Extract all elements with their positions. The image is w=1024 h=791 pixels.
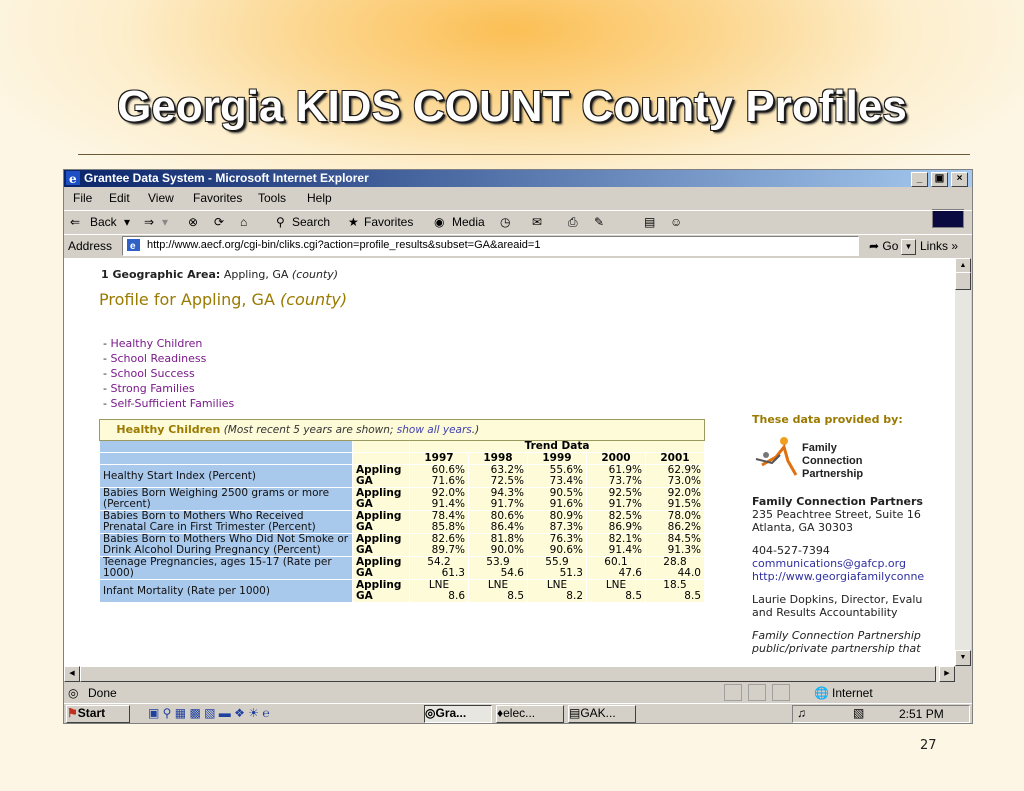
geo-county: Appling (356, 579, 402, 591)
toc-item: - Self-Sufficient Families (103, 397, 235, 410)
county-value: 92.0% (667, 487, 701, 499)
geography-cell (353, 511, 410, 534)
value-cell (587, 580, 646, 603)
slide-page-number: 27 (920, 738, 937, 753)
svg-text:e: e (130, 241, 136, 252)
stop-icon[interactable]: ⊗ (188, 215, 199, 229)
state-value: 90.6% (549, 544, 583, 556)
state-value: 86.9% (608, 521, 642, 533)
home-icon[interactable]: ⌂ (240, 215, 248, 229)
provider-contact-1: Laurie Dopkins, Director, Evalu (752, 593, 923, 606)
taskbar (64, 703, 972, 724)
county-value: 90.5% (549, 487, 583, 499)
geo-state: GA (356, 498, 373, 510)
geo-state: GA (356, 544, 373, 556)
state-value: 91.3% (667, 544, 701, 556)
state-value: 44.0 (677, 567, 701, 579)
geo-state: GA (356, 475, 373, 487)
status-panel (748, 684, 766, 701)
geo-county: Appling (356, 487, 402, 499)
county-value: 82.5% (608, 510, 642, 522)
horizontal-scrollbar[interactable] (64, 666, 955, 682)
geo-state: GA (356, 567, 373, 579)
system-tray (792, 705, 970, 723)
go-button[interactable] (869, 239, 898, 253)
county-value: 80.6% (490, 510, 524, 522)
county-value: 82.1% (608, 533, 642, 545)
year-header: 1999 (528, 453, 587, 465)
state-value: 73.0% (667, 475, 701, 487)
year-header: 2001 (646, 453, 705, 465)
value-cell (587, 511, 646, 534)
geo-label: 1 Geographic Area: (101, 268, 221, 281)
vertical-scrollbar[interactable] (955, 258, 971, 666)
restore-button[interactable]: ▣ (931, 172, 948, 187)
value-cell (646, 557, 705, 580)
task-label: elec... (503, 706, 536, 720)
county-value: 63.2% (490, 464, 524, 476)
geo-state: GA (356, 521, 373, 533)
task-label: GAK... (580, 706, 616, 720)
value-cell (410, 534, 469, 557)
value-cell (410, 580, 469, 603)
back-button[interactable]: Back (90, 215, 117, 229)
geo-county: Appling (356, 510, 402, 522)
value-cell (646, 534, 705, 557)
indicator-label: Teenage Pregnancies, ages 15-17 (Rate per 1000) (100, 557, 353, 580)
status-panel (772, 684, 790, 701)
go-label: Go (882, 239, 899, 253)
address-url: http://www.aecf.org/cgi-bin/cliks.cgi?action=profile_results&subset=GA&areaid=1 (147, 239, 541, 251)
state-value: 91.6% (549, 498, 583, 510)
state-value: 91.4% (608, 544, 642, 556)
data-provider-panel (752, 413, 955, 655)
link-healthy-children[interactable]: Healthy Children (110, 337, 203, 350)
address-bar (64, 234, 972, 257)
slide-title: Georgia KIDS COUNT County Profiles (117, 82, 907, 131)
scroll-up-button[interactable]: ▲ (955, 258, 971, 274)
state-value: 87.3% (549, 521, 583, 533)
discuss-icon[interactable]: ▤ (644, 215, 656, 229)
value-cell (410, 465, 469, 488)
value-cell (528, 534, 587, 557)
state-value: 86.2% (667, 521, 701, 533)
menu-help[interactable]: Help (307, 191, 332, 205)
refresh-icon[interactable]: ⟳ (214, 215, 225, 229)
year-header: 1998 (469, 453, 528, 465)
geo-county: Appling (356, 533, 402, 545)
county-value: 55.6% (549, 464, 583, 476)
back-arrow-icon: ⇐ (70, 215, 81, 229)
county-value: 94.3% (490, 487, 524, 499)
search-button[interactable]: Search (292, 215, 331, 229)
favorites-button[interactable]: Favorites (364, 215, 414, 229)
value-cell (587, 534, 646, 557)
forward-button[interactable]: ⇒ (144, 215, 155, 229)
messenger-icon[interactable]: ☺ (670, 215, 683, 229)
value-cell (646, 511, 705, 534)
county-value: 28.8 (663, 556, 687, 568)
address-label: Address (68, 239, 113, 253)
indicator-label: Infant Mortality (Rate per 1000) (100, 580, 353, 603)
toc-item: - Strong Families (103, 382, 195, 395)
county-value: 82.6% (431, 533, 465, 545)
window-title: Grantee Data System - Microsoft Internet Explorer (84, 171, 369, 185)
value-cell (469, 511, 528, 534)
status-text: Done (88, 686, 117, 700)
logo-text-connection: Connection (802, 455, 863, 467)
value-cell (469, 557, 528, 580)
geographic-area (101, 268, 338, 281)
county-value: LNE (546, 579, 568, 591)
value-cell (528, 488, 587, 511)
logo-text-partnership: Partnership (802, 468, 864, 480)
state-value: 8.6 (448, 590, 465, 602)
table-row (100, 557, 705, 580)
indicator-label: Babies Born Weighing 2500 grams or more (Percent) (100, 488, 353, 511)
link-self-sufficient-families[interactable]: Self-Sufficient Families (110, 397, 235, 410)
value-cell (646, 465, 705, 488)
state-value: 85.8% (431, 521, 465, 533)
state-value: 91.7% (608, 498, 642, 510)
year-header: 2000 (587, 453, 646, 465)
state-value: 54.6 (500, 567, 524, 579)
geography-cell (353, 557, 410, 580)
county-value: 84.5% (667, 533, 701, 545)
table-row (100, 534, 705, 557)
links-label: Links (920, 239, 949, 253)
provider-phone: 404-527-7394 (752, 544, 830, 557)
geography-cell (353, 488, 410, 511)
windows-flag-icon: ⚑ (67, 706, 78, 720)
county-value: 80.9% (549, 510, 583, 522)
menu-view[interactable]: View (148, 191, 174, 205)
state-value: 91.4% (431, 498, 465, 510)
geography-cell (353, 534, 410, 557)
profile-title (99, 290, 347, 309)
section-note-end: .) (471, 424, 480, 436)
family-connection-logo (752, 435, 882, 483)
county-value: LNE (605, 579, 627, 591)
state-value: 91.7% (490, 498, 524, 510)
history-icon[interactable]: ◷ (500, 215, 511, 229)
status-panel (724, 684, 742, 701)
value-cell (469, 580, 528, 603)
provider-contact-2: and Results Accountability (752, 606, 898, 619)
provider-address-2: Atlanta, GA 30303 (752, 521, 853, 534)
start-button[interactable] (66, 705, 130, 723)
profile-title-text: Profile for Appling, GA (99, 290, 275, 309)
quicklaunch-icons[interactable]: ▣ ⚲ ▦ ▩ ▧ ▬ ❖ ☀ ℮ (148, 706, 270, 720)
state-value: 61.3 (441, 567, 465, 579)
geo-value: Appling, GA (223, 268, 289, 281)
state-value: 90.0% (490, 544, 524, 556)
network-icon[interactable]: ▧ (853, 706, 865, 720)
section-note: (Most recent 5 years are shown; (223, 424, 394, 436)
go-arrow-icon: ➦ (869, 239, 883, 253)
ppt-task-icon: ▤ (569, 706, 581, 720)
task-button[interactable] (568, 705, 636, 723)
ie-logo-icon (66, 171, 80, 185)
value-cell (587, 557, 646, 580)
task-button-active[interactable] (424, 705, 492, 723)
horizontal-scroll-thumb[interactable] (80, 666, 936, 682)
value-cell (410, 511, 469, 534)
mail-icon[interactable]: ✉ (532, 215, 543, 229)
start-label: Start (77, 706, 106, 720)
minimize-button[interactable]: _ (911, 172, 928, 187)
header-blank (353, 453, 410, 465)
page-icon (126, 238, 141, 252)
county-value: LNE (428, 579, 450, 591)
county-value: 78.0% (667, 510, 701, 522)
back-dropdown-icon[interactable]: ▾ (124, 215, 131, 229)
status-bar (64, 684, 972, 702)
state-value: 72.5% (490, 475, 524, 487)
state-value: 71.6% (431, 475, 465, 487)
media-button[interactable]: Media (452, 215, 485, 229)
geo-county: Appling (356, 464, 402, 476)
provider-address-1: 235 Peachtree Street, Suite 16 (752, 508, 921, 521)
value-cell (528, 580, 587, 603)
print-icon[interactable]: ⎙ (568, 215, 578, 229)
scroll-left-button[interactable]: ◀ (64, 666, 80, 682)
title-bar[interactable] (64, 170, 972, 187)
edit-icon[interactable]: ✎ (594, 215, 605, 229)
forward-dropdown-icon[interactable]: ▾ (162, 215, 169, 229)
county-value: 60.6% (431, 464, 465, 476)
provider-heading: These data provided by: (752, 413, 903, 426)
scroll-right-button[interactable]: ▶ (939, 666, 955, 682)
toc-item: - Healthy Children (103, 337, 203, 350)
task-button[interactable] (496, 705, 564, 723)
county-value: 92.0% (431, 487, 465, 499)
browser-window (63, 169, 973, 724)
ie-task-icon: ◎ (425, 706, 436, 720)
link-school-readiness[interactable]: School Readiness (110, 352, 207, 365)
state-value: 8.5 (625, 590, 642, 602)
search-icon: ⚲ (276, 215, 285, 229)
provider-web-link[interactable]: http://www.georgiafamilyconne (752, 570, 925, 583)
provider-desc-2: public/private partnership that (752, 642, 921, 655)
menu-file[interactable]: File (73, 191, 93, 205)
provider-org: Family Connection Partners (752, 495, 923, 508)
state-value: 8.5 (684, 590, 701, 602)
section-title: Healthy Children (116, 423, 221, 436)
links-button[interactable]: Links » (920, 239, 959, 253)
value-cell (469, 488, 528, 511)
header-blank (100, 453, 353, 465)
toc-item: - School Readiness (103, 352, 207, 365)
logo-text-family: Family (802, 442, 837, 454)
county-value: 61.9% (608, 464, 642, 476)
healthy-children-table (99, 419, 705, 603)
header-blank (100, 441, 353, 453)
svg-text:e: e (69, 172, 77, 185)
scroll-down-button[interactable]: ▼ (955, 650, 971, 666)
media-icon: ◉ (434, 215, 445, 229)
section-header (100, 420, 705, 441)
county-value: 92.5% (608, 487, 642, 499)
state-value: 73.7% (608, 475, 642, 487)
state-value: 8.5 (507, 590, 524, 602)
provider-email-link[interactable]: communications@gafcp.org (752, 557, 906, 570)
state-value: 73.4% (549, 475, 583, 487)
county-value: 18.5 (663, 579, 687, 591)
county-value: 78.4% (431, 510, 465, 522)
county-value: 55.9 (545, 556, 569, 568)
table-of-contents (103, 336, 234, 411)
indicator-label: Healthy Start Index (Percent) (100, 465, 353, 488)
state-value: 91.5% (667, 498, 701, 510)
internet-zone-label: Internet (832, 686, 873, 700)
task-label: Gra... (435, 706, 467, 720)
value-cell (410, 557, 469, 580)
link-strong-families[interactable]: Strong Families (110, 382, 195, 395)
title-divider (78, 154, 970, 155)
value-cell (410, 488, 469, 511)
county-value: 81.8% (490, 533, 524, 545)
county-value: 62.9% (667, 464, 701, 476)
state-value: 86.4% (490, 521, 524, 533)
value-cell (587, 465, 646, 488)
clock: 2:51 PM (899, 707, 944, 721)
geo-state: GA (356, 590, 373, 602)
page-content (64, 258, 955, 666)
header-blank (353, 441, 410, 453)
trend-data-header: Trend Data (410, 441, 705, 453)
state-value: 89.7% (431, 544, 465, 556)
menu-edit[interactable]: Edit (109, 191, 130, 205)
close-button[interactable]: × (951, 172, 968, 187)
menu-tools[interactable]: Tools (258, 191, 287, 205)
indicator-label: Babies Born to Mothers Who Did Not Smoke or Drink Alcohol During Pregnancy (Percent) (100, 534, 353, 557)
value-cell (646, 580, 705, 603)
value-cell (528, 465, 587, 488)
value-cell (528, 557, 587, 580)
menu-bar (64, 189, 972, 207)
geography-cell (353, 465, 410, 488)
toc-item: - School Success (103, 367, 195, 380)
internet-zone-icon: 🌐 (814, 686, 829, 700)
county-value: LNE (487, 579, 509, 591)
page-done-icon: ◎ (68, 686, 79, 700)
year-header: 1997 (410, 453, 469, 465)
app-task-icon: ♦ (497, 706, 504, 720)
table-row (100, 465, 705, 488)
geography-cell (353, 580, 410, 603)
value-cell (469, 534, 528, 557)
county-value: 76.3% (549, 533, 583, 545)
volume-icon[interactable]: ♫ (797, 706, 806, 720)
profile-title-type: (county) (279, 290, 348, 309)
toolbar (64, 210, 972, 233)
state-value: 8.2 (566, 590, 583, 602)
indicator-label: Babies Born to Mothers Who Received Prenatal Care in First Trimester (Percent) (100, 511, 353, 534)
show-all-years-link[interactable]: show all years (396, 424, 472, 436)
geo-county: Appling (356, 556, 402, 568)
state-value: 47.6 (618, 567, 642, 579)
value-cell (587, 488, 646, 511)
favorites-icon: ★ (348, 215, 359, 229)
link-school-success[interactable]: School Success (110, 367, 195, 380)
table-row (100, 511, 705, 534)
county-value: 60.1 (604, 556, 628, 568)
address-dropdown[interactable]: ▼ (901, 239, 916, 255)
state-value: 51.3 (559, 567, 583, 579)
geo-type: (county) (291, 268, 339, 281)
table-row (100, 580, 705, 603)
value-cell (528, 511, 587, 534)
value-cell (646, 488, 705, 511)
table-row (100, 488, 705, 511)
value-cell (469, 465, 528, 488)
provider-desc-1: Family Connection Partnership (752, 629, 921, 642)
county-value: 53.9 (486, 556, 510, 568)
menu-favorites[interactable]: Favorites (193, 191, 243, 205)
county-value: 54.2 (427, 556, 451, 568)
scroll-thumb[interactable] (955, 272, 971, 290)
